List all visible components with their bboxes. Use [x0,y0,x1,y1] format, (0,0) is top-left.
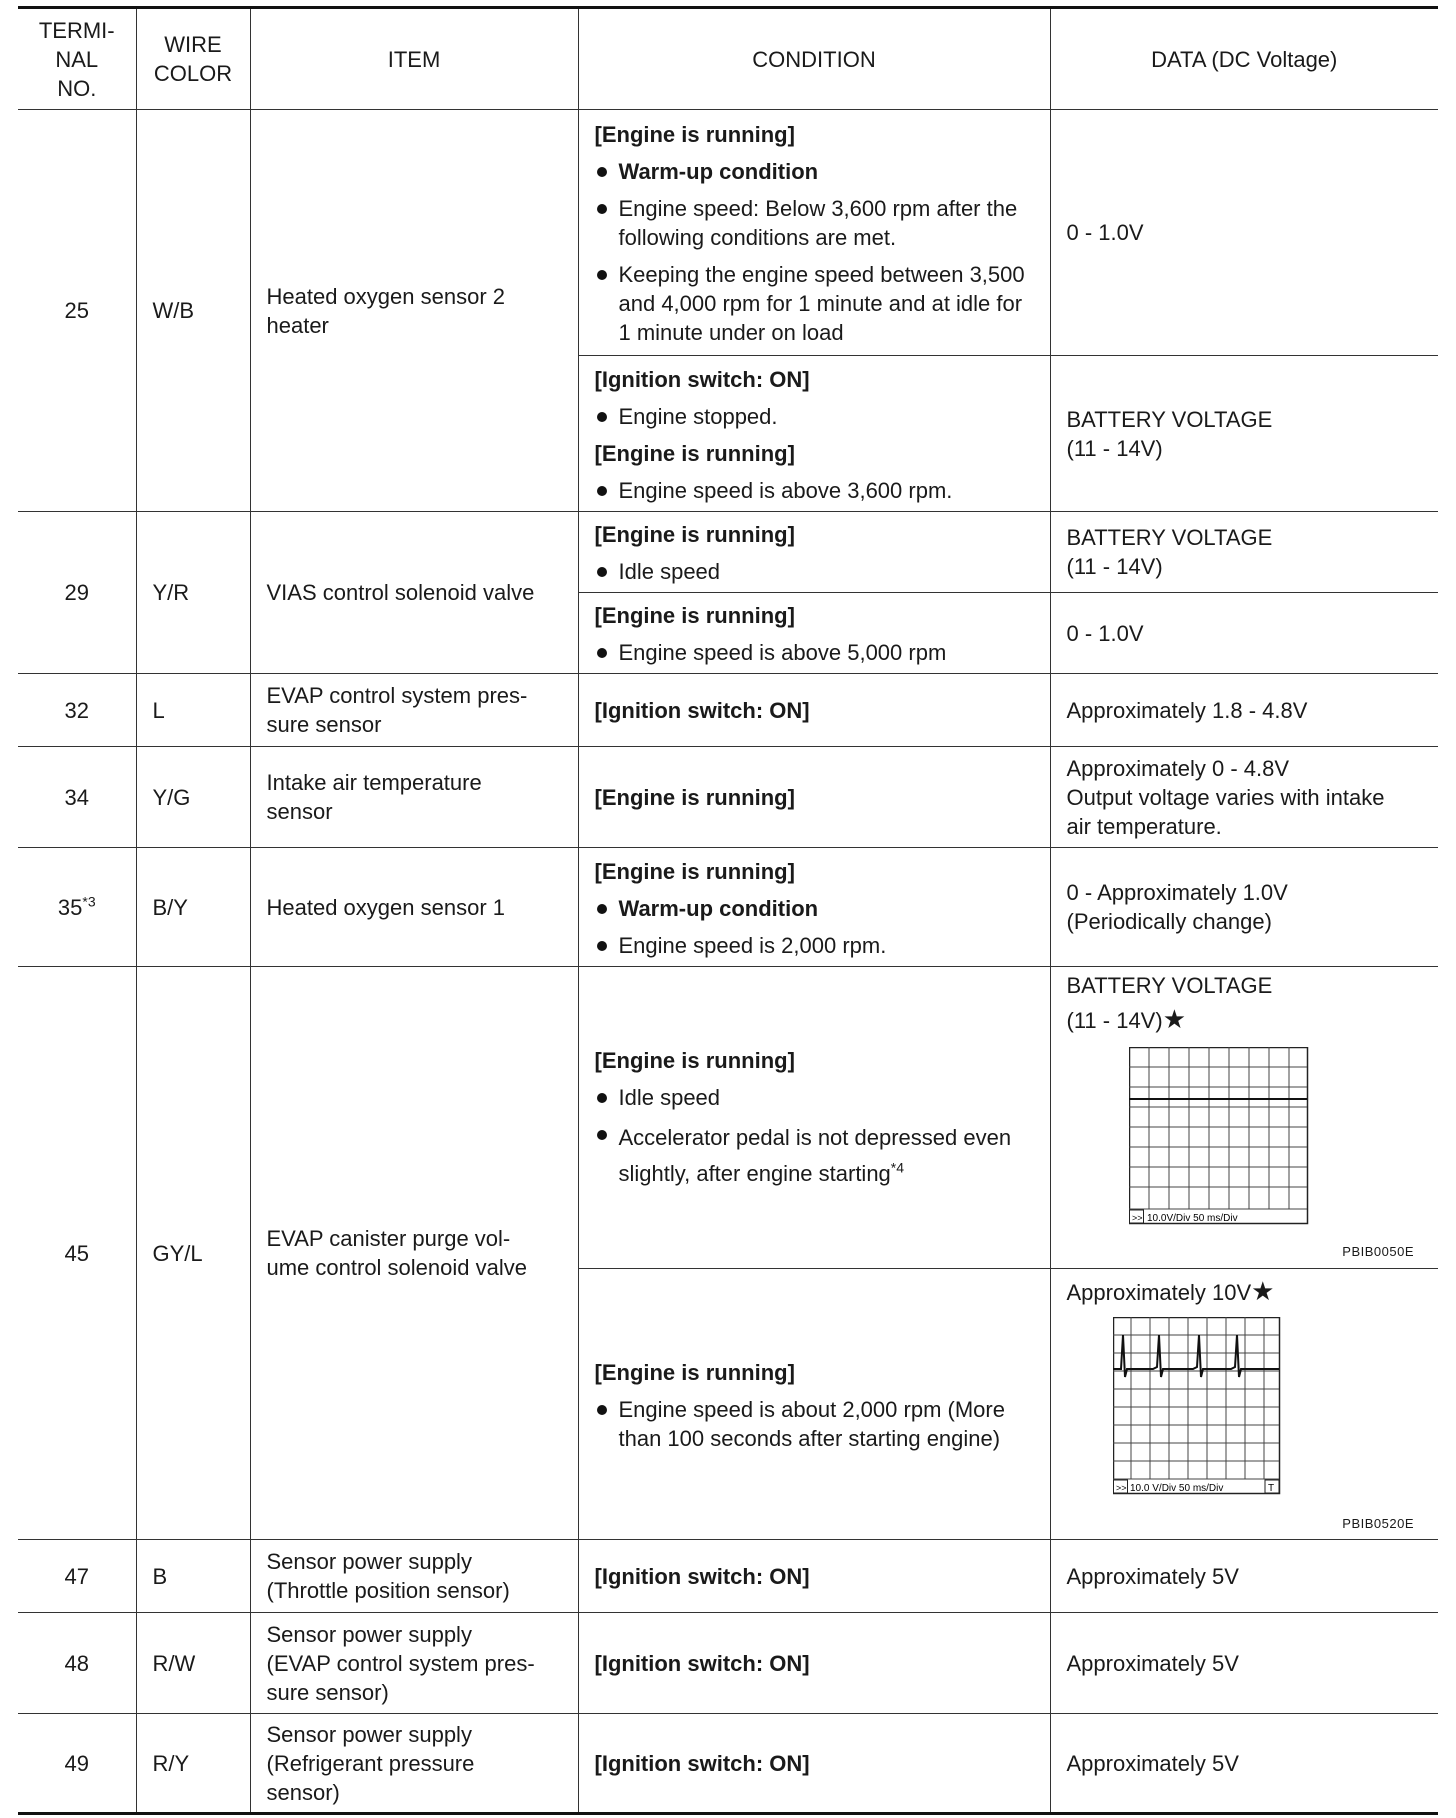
condition-bullet: Warm-up condition [595,894,1038,923]
condition [578,1269,1050,1540]
condition [578,674,1050,747]
condition [578,747,1050,848]
data-value: BATTERY VOLTAGE (11 - 14V) [1050,356,1438,512]
condition-heading: [Engine is running] [594,122,795,147]
svg-text:>>: >> [1131,1213,1143,1223]
condition-heading: [Ignition switch: ON] [594,1650,810,1676]
condition-bullet: Engine speed is above 3,600 rpm. [595,476,1038,505]
footnote-ref: *3 [82,893,96,910]
table-row [18,848,1438,967]
terminal-no: 47 [18,1540,136,1613]
condition-heading: [Ignition switch: ON] [594,1563,810,1589]
terminal-no: 34 [18,747,136,848]
condition-bullet: Warm-up condition [595,157,1038,186]
wire-color: GY/L [136,967,250,1540]
item: VIAS control solenoid valve [250,512,578,674]
table-row [18,1714,1438,1814]
wire-color: Y/R [136,512,250,674]
condition-bullet [595,1120,1038,1192]
header-terminal: TERMI- NAL NO. [18,8,136,110]
condition [578,967,1050,1269]
footnote-ref: *4 [890,1159,905,1176]
data-value [1050,1269,1438,1540]
data-text [1067,1277,1275,1307]
table-row [18,1540,1438,1613]
oscilloscope-waveform-2 [1113,1317,1281,1497]
data-range: (11 - 14V) [1066,1008,1163,1033]
scope-scale-label: 10.0V/Div 50 ms/Div [1146,1213,1238,1224]
table-row [18,967,1438,1269]
terminal-no: 49 [18,1714,136,1814]
item: Sensor power supply (Throttle position sensor) [250,1540,578,1613]
condition-heading: [Engine is running] [594,1359,795,1385]
data-value: Approximately 1.8 - 4.8V [1050,674,1438,747]
header-item: ITEM [250,8,578,110]
table-row [18,1613,1438,1714]
condition [578,512,1050,593]
data-text: BATTERY VOLTAGE [1066,973,1273,998]
item: EVAP control system pres- sure sensor [250,674,578,747]
item: Intake air temperature sensor [250,747,578,848]
header-row [18,8,1438,110]
data-text [1067,1005,1187,1035]
item: Sensor power supply (Refrigerant pressure sensor) [250,1714,578,1814]
wire-color: W/B [136,110,250,512]
wire-color: B [136,1540,250,1613]
condition [578,1613,1050,1714]
condition [578,356,1050,512]
terminal-no: 32 [18,674,136,747]
item: EVAP canister purge vol- ume control solenoid valve [250,967,578,1540]
data-value: 0 - Approximately 1.0V (Periodically change) [1050,848,1438,967]
condition-heading: [Engine is running] [594,1047,795,1073]
figure-id: PBIB0520E [1342,1516,1414,1531]
terminal-no: 29 [18,512,136,674]
condition-bullet: Engine speed is 2,000 rpm. [595,931,1038,960]
condition [578,1540,1050,1613]
terminal-no: 25 [18,110,136,512]
wire-color: R/W [136,1613,250,1714]
condition-heading: [Ignition switch: ON] [594,1750,810,1776]
data-value: Approximately 5V [1050,1613,1438,1714]
oscilloscope-waveform-1 [1129,1047,1309,1227]
header-wire-color: WIRE COLOR [136,8,250,110]
data-range: Approximately 10V [1066,1280,1252,1305]
condition-heading: [Engine is running] [594,603,795,628]
condition-heading: [Ignition switch: ON] [594,697,810,723]
item: Sensor power supply (EVAP control system pres- sure sensor) [250,1613,578,1714]
terminal-number: 35 [57,894,83,920]
table-row [18,747,1438,848]
condition-heading: [Engine is running] [594,858,795,884]
data-value: Approximately 0 - 4.8V Output voltage varies with intake air temperature. [1050,747,1438,848]
star-icon: ★ [1162,1004,1186,1034]
condition [578,848,1050,967]
condition-bullet: Idle speed [595,557,1038,586]
wire-color: L [136,674,250,747]
wire-color: Y/G [136,747,250,848]
star-icon: ★ [1251,1276,1275,1306]
terminal-no: 48 [18,1613,136,1714]
condition-bullet: Engine speed is about 2,000 rpm (More than 100 seconds after starting engine) [595,1395,1038,1453]
terminal-no [18,848,136,967]
condition-bullet: Keeping the engine speed between 3,500 and 4,000 rpm for 1 minute and at idle for 1 minute under on load [595,260,1038,347]
condition [578,1714,1050,1814]
table-row [18,110,1438,356]
data-value: Approximately 5V [1050,1714,1438,1814]
item: Heated oxygen sensor 1 [250,848,578,967]
header-data: DATA (DC Voltage) [1050,8,1438,110]
data-value [1050,967,1438,1269]
condition-heading: [Engine is running] [594,440,795,466]
condition-bullet: Engine speed is above 5,000 rpm [595,638,1038,667]
condition-bullet: Idle speed [595,1083,1038,1112]
wire-color: R/Y [136,1714,250,1814]
scope-scale-label: 10.0 V/Div 50 ms/Div [1129,1483,1223,1494]
terminal-no: 45 [18,967,136,1540]
wire-color: B/Y [136,848,250,967]
figure-id: PBIB0050E [1342,1244,1414,1259]
condition-heading: [Ignition switch: ON] [594,366,810,392]
data-value: 0 - 1.0V [1050,593,1438,674]
condition-heading: [Engine is running] [594,522,795,547]
data-value: 0 - 1.0V [1050,110,1438,356]
terminal-data-table [18,6,1438,1815]
table-row [18,674,1438,747]
data-value: BATTERY VOLTAGE (11 - 14V) [1050,512,1438,593]
scope-trigger-label: T [1267,1483,1274,1494]
condition-bullet: Engine stopped. [595,402,1038,431]
data-value: Approximately 5V [1050,1540,1438,1613]
header-condition: CONDITION [578,8,1050,110]
condition [578,593,1050,674]
table-row [18,512,1438,593]
condition-text: Accelerator pedal is not depressed even slightly, after engine starting [618,1124,1012,1186]
svg-text:>>: >> [1115,1483,1127,1493]
condition-bullet: Engine speed: Below 3,600 rpm after the following conditions are met. [595,194,1038,252]
item: Heated oxygen sensor 2 heater [250,110,578,512]
condition [578,110,1050,356]
condition-heading: [Engine is running] [594,784,795,810]
